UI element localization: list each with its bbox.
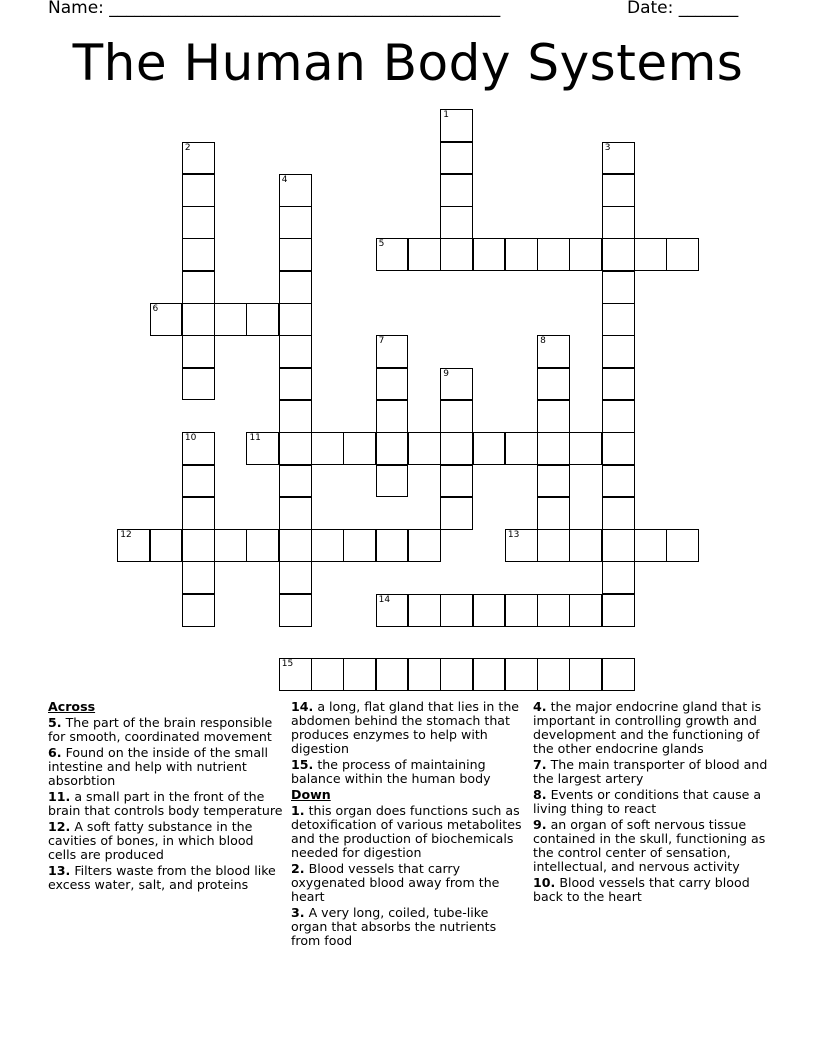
- crossword-cell[interactable]: [182, 497, 215, 530]
- crossword-cell[interactable]: [150, 303, 183, 336]
- crossword-cell[interactable]: [473, 658, 506, 691]
- crossword-cell[interactable]: [311, 529, 344, 562]
- crossword-cell[interactable]: [279, 400, 312, 433]
- crossword-cell[interactable]: [279, 561, 312, 594]
- crossword-cell[interactable]: [182, 368, 215, 401]
- crossword-cell[interactable]: [569, 238, 602, 271]
- crossword-cell[interactable]: [569, 529, 602, 562]
- crossword-cell[interactable]: [666, 529, 699, 562]
- crossword-cell[interactable]: [602, 174, 635, 207]
- crossword-cell[interactable]: [602, 368, 635, 401]
- crossword-cell[interactable]: [537, 368, 570, 401]
- crossword-cell[interactable]: [602, 271, 635, 304]
- crossword-cell[interactable]: [602, 465, 635, 498]
- clue-down-10: 10. Blood vessels that carry blood back to the heart: [533, 875, 750, 904]
- crossword-cell[interactable]: [279, 174, 312, 207]
- crossword-cell[interactable]: [602, 206, 635, 239]
- crossword-cell[interactable]: [182, 529, 215, 562]
- crossword-cell[interactable]: [279, 238, 312, 271]
- clue-across-6: 6. Found on the inside of the small intestine and help with nutrient absorbtion: [48, 745, 269, 788]
- crossword-cell[interactable]: [440, 658, 473, 691]
- crossword-cell[interactable]: [602, 142, 635, 175]
- crossword-cell[interactable]: [214, 303, 247, 336]
- clue-number: 8: [540, 336, 546, 347]
- crossword-cell[interactable]: [537, 594, 570, 627]
- crossword-cell[interactable]: [537, 529, 570, 562]
- crossword-cell[interactable]: [376, 658, 409, 691]
- crossword-cell[interactable]: [440, 206, 473, 239]
- crossword-cell[interactable]: [537, 400, 570, 433]
- crossword-cell[interactable]: [246, 432, 279, 465]
- clue-number: 9: [443, 368, 449, 379]
- crossword-cell[interactable]: [343, 658, 376, 691]
- crossword-cell[interactable]: [634, 529, 667, 562]
- page-title: The Human Body Systems: [72, 34, 744, 92]
- crossword-cell[interactable]: [602, 400, 635, 433]
- crossword-cell[interactable]: [537, 238, 570, 271]
- crossword-cell[interactable]: [117, 529, 150, 562]
- clues-column-2: [291, 700, 527, 950]
- crossword-cell[interactable]: [505, 594, 538, 627]
- crossword-cell[interactable]: [408, 432, 441, 465]
- crossword-cell[interactable]: [602, 303, 635, 336]
- crossword-cell[interactable]: [569, 658, 602, 691]
- crossword-cell[interactable]: [602, 561, 635, 594]
- clue-number: 10: [184, 433, 197, 444]
- crossword-cell[interactable]: [279, 368, 312, 401]
- clue-number: 6: [152, 304, 159, 315]
- crossword-cell[interactable]: [182, 142, 215, 175]
- clue-across-15: 15. the process of maintaining balance within the human body: [291, 757, 491, 786]
- crossword-cell[interactable]: [279, 658, 312, 691]
- clue-down-4: 4. the major endocrine gland that is important in controlling growth and development and the functioning of the other endocrine glands: [533, 699, 762, 756]
- crossword-cell[interactable]: [376, 400, 409, 433]
- clue-number: 13: [507, 530, 520, 541]
- crossword-cell[interactable]: [182, 561, 215, 594]
- across-heading: Across: [48, 699, 96, 714]
- crossword-cell[interactable]: [505, 432, 538, 465]
- crossword-cell[interactable]: [279, 335, 312, 368]
- clue-down-7: 7. The main transporter of blood and the largest artery: [533, 757, 768, 786]
- clue-across-11: 11. a small part in the front of the brain that controls body temperature: [48, 789, 283, 818]
- crossword-cell[interactable]: [376, 335, 409, 368]
- clue-number: 2: [184, 142, 191, 153]
- crossword-cell[interactable]: [408, 529, 441, 562]
- clue-number: 3: [604, 142, 611, 153]
- crossword-cell[interactable]: [473, 594, 506, 627]
- crossword-cell[interactable]: [182, 465, 215, 498]
- crossword-cell[interactable]: [440, 432, 473, 465]
- clue-across-5: 5. The part of the brain responsible for smooth, coordinated movement: [48, 715, 273, 744]
- down-heading: Down: [291, 787, 331, 802]
- crossword-cell[interactable]: [569, 432, 602, 465]
- crossword-cell[interactable]: [440, 109, 473, 142]
- crossword-cell[interactable]: [279, 303, 312, 336]
- crossword-cell[interactable]: [505, 238, 538, 271]
- clue-down-9: 9. an organ of soft nervous tissue contained in the skull, functioning as the control center of sensation, intellectual, and nervous activity: [533, 817, 766, 874]
- crossword-cell[interactable]: [279, 206, 312, 239]
- crossword-cell[interactable]: [376, 432, 409, 465]
- crossword-cell[interactable]: [279, 432, 312, 465]
- crossword-cell[interactable]: [634, 238, 667, 271]
- clue-across-12: 12. A soft fatty substance in the cavities of bones, in which blood cells are produced: [48, 819, 254, 862]
- crossword-cell[interactable]: [602, 529, 635, 562]
- crossword-cell[interactable]: [182, 238, 215, 271]
- crossword-cell[interactable]: [182, 206, 215, 239]
- crossword-cell[interactable]: [376, 594, 409, 627]
- clue-down-8: 8. Events or conditions that cause a living thing to react: [533, 787, 762, 816]
- crossword-cell[interactable]: [666, 238, 699, 271]
- crossword-cell[interactable]: [602, 658, 635, 691]
- crossword-cell[interactable]: [182, 271, 215, 304]
- crossword-cell[interactable]: [440, 142, 473, 175]
- crossword-cell[interactable]: [537, 658, 570, 691]
- crossword-cell[interactable]: [569, 594, 602, 627]
- crossword-cell[interactable]: [537, 335, 570, 368]
- clue-number: 15: [281, 659, 294, 670]
- crossword-cell[interactable]: [182, 432, 215, 465]
- clue-number: 1: [443, 110, 449, 121]
- crossword-cell[interactable]: [376, 368, 409, 401]
- crossword-cell[interactable]: [246, 529, 279, 562]
- crossword-cell[interactable]: [279, 529, 312, 562]
- crossword-cell[interactable]: [440, 368, 473, 401]
- crossword-cell[interactable]: [602, 594, 635, 627]
- clues-column-3: [533, 700, 769, 906]
- clue-down-3: 3. A very long, coiled, tube-like organ that absorbs the nutrients from food: [291, 905, 497, 948]
- crossword-cell[interactable]: [311, 432, 344, 465]
- crossword-cell[interactable]: [537, 465, 570, 498]
- clue-down-2: 2. Blood vessels that carry oxygenated blood away from the heart: [291, 861, 500, 904]
- clue-number: 4: [281, 174, 288, 185]
- crossword-cell[interactable]: [602, 335, 635, 368]
- crossword-cell[interactable]: [473, 432, 506, 465]
- crossword-cell[interactable]: [311, 658, 344, 691]
- crossword-cell[interactable]: [440, 400, 473, 433]
- crossword-cell[interactable]: [182, 174, 215, 207]
- crossword-cell[interactable]: [602, 432, 635, 465]
- clue-across-13: 13. Filters waste from the blood like excess water, salt, and proteins: [48, 863, 276, 892]
- crossword-cell[interactable]: [376, 529, 409, 562]
- crossword-cell[interactable]: [505, 658, 538, 691]
- crossword-cell[interactable]: [182, 303, 215, 336]
- name-field-label: Name: ______________________________________________: [48, 0, 501, 18]
- crossword-cell[interactable]: [440, 594, 473, 627]
- crossword-cell[interactable]: [440, 497, 473, 530]
- clues-column-1: [48, 700, 284, 894]
- crossword-cell[interactable]: [537, 432, 570, 465]
- crossword-cell[interactable]: [150, 529, 183, 562]
- crossword-cell[interactable]: [602, 497, 635, 530]
- crossword-cell[interactable]: [473, 238, 506, 271]
- crossword-cell[interactable]: [246, 303, 279, 336]
- clue-across-14: 14. a long, flat gland that lies in the abdomen behind the stomach that produces enzymes to help with digestion: [291, 699, 520, 756]
- crossword-cell[interactable]: [376, 465, 409, 498]
- crossword-cell[interactable]: [408, 658, 441, 691]
- crossword-cell[interactable]: [537, 497, 570, 530]
- clue-number: 7: [378, 336, 385, 347]
- crossword-cell[interactable]: [408, 594, 441, 627]
- crossword-cell[interactable]: [376, 238, 409, 271]
- crossword-cell[interactable]: [279, 271, 312, 304]
- crossword-cell[interactable]: [440, 465, 473, 498]
- crossword-cell[interactable]: [602, 238, 635, 271]
- clue-number: 11: [249, 433, 261, 444]
- crossword-cell[interactable]: [279, 497, 312, 530]
- clue-number: 12: [120, 530, 132, 541]
- crossword-cell[interactable]: [279, 465, 312, 498]
- date-field-label: Date: _______: [627, 0, 739, 18]
- crossword-cell[interactable]: [440, 174, 473, 207]
- crossword-cell[interactable]: [182, 335, 215, 368]
- clue-down-1: 1. this organ does functions such as detoxification of various metabolites and the production of biochemicals needed for digestion: [291, 803, 522, 860]
- crossword-cell[interactable]: [343, 432, 376, 465]
- crossword-cell[interactable]: [214, 529, 247, 562]
- crossword-cell[interactable]: [505, 529, 538, 562]
- crossword-cell[interactable]: [182, 594, 215, 627]
- crossword-cell[interactable]: [440, 238, 473, 271]
- crossword-cell[interactable]: [343, 529, 376, 562]
- crossword-cell[interactable]: [279, 594, 312, 627]
- clue-number: 5: [378, 239, 385, 250]
- clue-number: 14: [378, 594, 391, 605]
- crossword-cell[interactable]: [408, 238, 441, 271]
